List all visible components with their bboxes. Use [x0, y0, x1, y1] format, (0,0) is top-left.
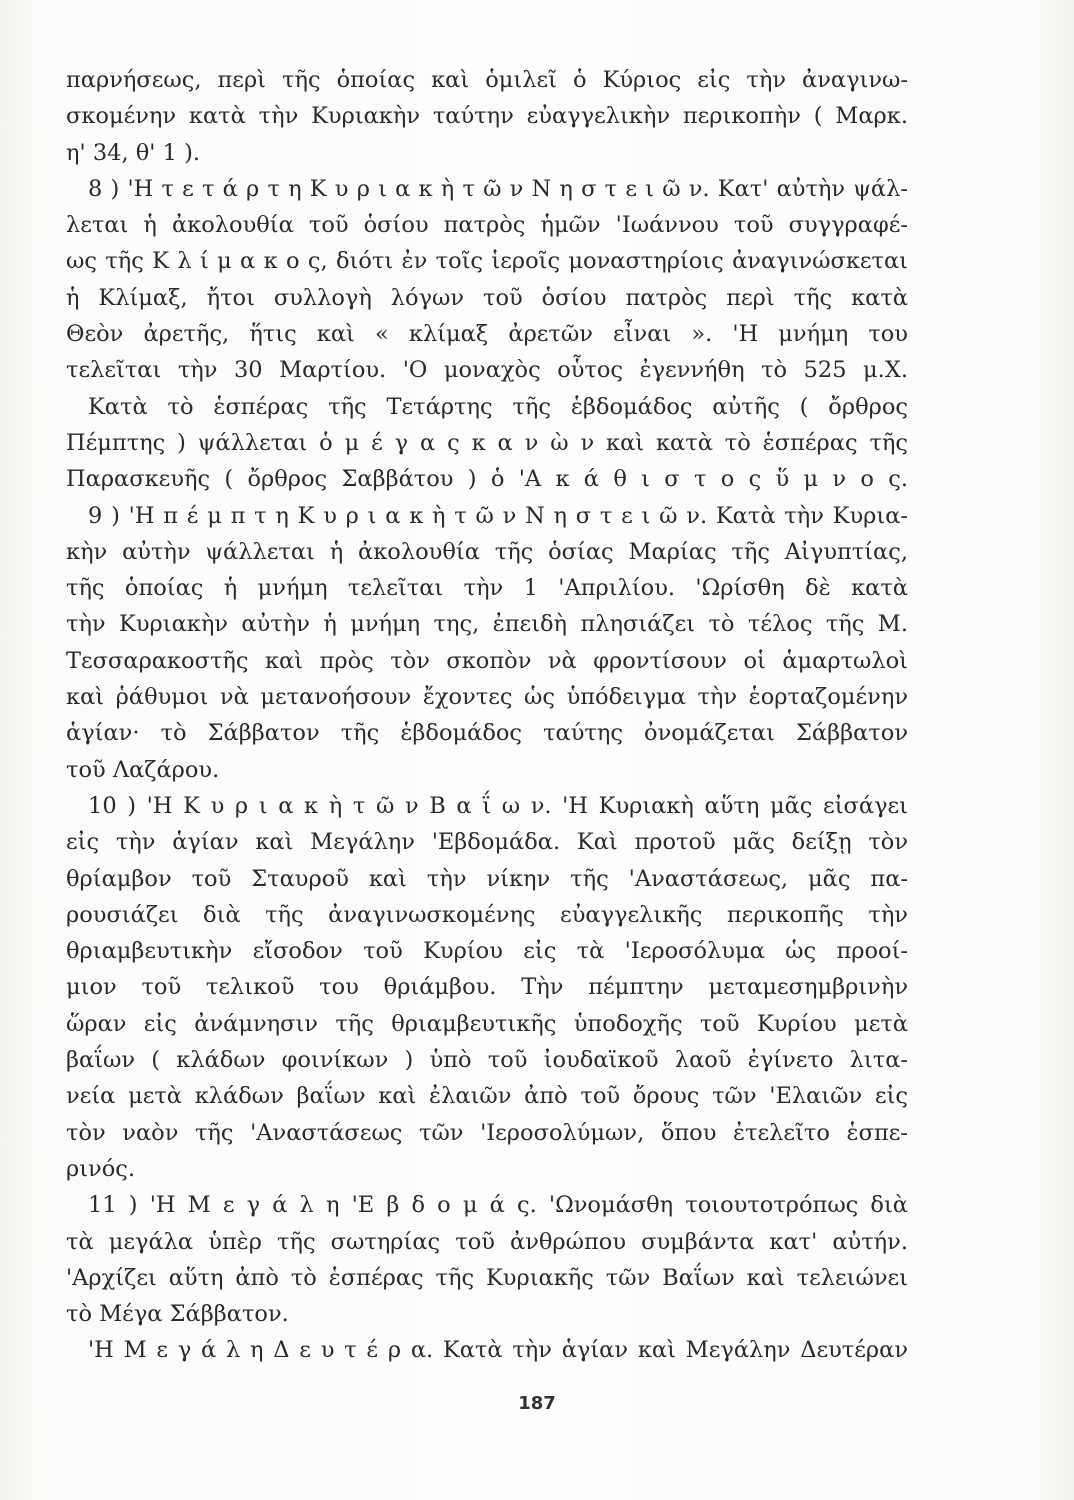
text-line: ρινός. [66, 1155, 136, 1182]
text-line: ἡ Κλίμαξ, ἤτοι συλλογὴ λόγων τοῦ ὁσίου πατρὸς περὶ τῆς κατὰ [66, 284, 908, 311]
text-line: μιον τοῦ τελικοῦ του θριάμβου. Τὴν πέμπτην μεταμεσημβρινὴν [66, 974, 908, 1001]
text-line: τελεῖται τὴν 30 Μαρτίου. 'Ο μοναχὸς οὗτος ἐγεννήθη τὸ 525 μ.Χ. [66, 357, 908, 384]
text-line: εἰς τὴν ἁγίαν καὶ Μεγάλην 'Εβδομάδα. Καὶ προτοῦ μᾶς δείξῃ τὸν [66, 829, 908, 856]
text-line: 11 ) 'Η Μ ε γ ά λ η 'Ε β δ ο μ ά ς. 'Ωνομάσθη τοιουτοτρόπως διὰ [88, 1192, 908, 1219]
text-line: Πέμπτης ) ψάλλεται ὁ μ έ γ α ς κ α ν ὼ ν καὶ κατὰ τὸ ἑσπέρας τῆς [66, 429, 908, 456]
text-line: η' 34, θ' 1 ). [66, 139, 201, 166]
text-line: ως τῆς Κ λ ί μ α κ ο ς, διότι ἐν τοῖς ἱεροῖς μοναστηρίοις ἀναγινώσκεται [66, 248, 908, 275]
text-line: Κατὰ τὸ ἑσπέρας τῆς Τετάρτης τῆς ἑβδομάδος αὐτῆς ( ὄρθρος [88, 393, 908, 420]
text-line: νεία μετὰ κλάδων βαΐων καὶ ἐλαιῶν ἀπὸ τοῦ ὄρους τῶν 'Ελαιῶν εἰς [66, 1083, 908, 1110]
text-line: τὰ μεγάλα ὑπὲρ τῆς σωτηρίας τοῦ ἀνθρώπου συμβάντα κατ' αὐτήν. [66, 1228, 908, 1255]
text-line: τὸν ναὸν τῆς 'Αναστάσεως τῶν 'Ιεροσολύμων, ὅπου ἐτελεῖτο ἑσπε- [66, 1119, 908, 1146]
text-line: ἁγίαν· τὸ Σάββατον τῆς ἑβδομάδος ταύτης ὀνομάζεται Σάββατον [66, 720, 908, 747]
text-line: 8 ) 'Η τ ε τ ά ρ τ η Κ υ ρ ι α κ ὴ τ ῶ ν Ν η σ τ ε ι ῶ ν. Κατ' αὐτὴν ψάλ- [88, 175, 908, 202]
text-line: παρνήσεως, περὶ τῆς ὁποίας καὶ ὁμιλεῖ ὁ Κύριος εἰς τὴν ἀναγινω- [66, 67, 908, 93]
page-number: 187 [518, 1393, 556, 1414]
text-line: καὶ ῥάθυμοι νὰ μετανοήσουν ἔχοντες ὡς ὑπόδειγμα τὴν ἑορταζομένην [66, 684, 908, 711]
body-text [66, 62, 908, 1369]
text-line: λεται ἡ ἀκολουθία τοῦ ὁσίου πατρὸς ἡμῶν 'Ιωάννου τοῦ συγγραφέ- [66, 212, 908, 239]
text-line: ὥραν εἰς ἀνάμνησιν τῆς θριαμβευτικῆς ὑποδοχῆς τοῦ Κυρίου μετὰ [66, 1010, 908, 1037]
text-line: σκομένην κατὰ τὴν Κυριακὴν ταύτην εὐαγγελικὴν περικοπὴν ( Μαρκ. [66, 103, 908, 130]
text-line: Τεσσαρακοστῆς καὶ πρὸς τὸν σκοπὸν νὰ φροντίσουν οἱ ἁμαρτωλοὶ [66, 647, 908, 674]
text-line: 9 ) 'Η π έ μ π τ η Κ υ ρ ι α κ ὴ τ ῶ ν Ν η σ τ ε ι ῶ ν. Κατὰ τὴν Κυρια- [88, 502, 908, 529]
text-line: τὴν Κυριακὴν αὐτὴν ἡ μνήμη της, ἐπειδὴ πλησιάζει τὸ τέλος τῆς Μ. [66, 611, 908, 638]
text-line: τῆς ὁποίας ἡ μνήμη τελεῖται τὴν 1 'Απριλίου. 'Ωρίσθη δὲ κατὰ [66, 575, 908, 602]
text-line: θριαμβευτικὴν εἴσοδον τοῦ Κυρίου εἰς τὰ 'Ιεροσόλυμα ὡς προοί- [66, 938, 908, 965]
text-line: τοῦ Λαζάρου. [66, 756, 220, 783]
text-line: κὴν αὐτὴν ψάλλεται ἡ ἀκολουθία τῆς ὁσίας Μαρίας τῆς Αἰγυπτίας, [66, 538, 908, 565]
text-line: τὸ Μέγα Σάββατον. [66, 1301, 289, 1328]
text-line: Παρασκευῆς ( ὄρθρος Σαββάτου ) ὁ 'Α κ ά θ ι σ τ ο ς ὕ μ ν ο ς. [66, 466, 908, 493]
text-line: θρίαμβον τοῦ Σταυροῦ καὶ τὴν νίκην τῆς 'Αναστάσεως, μᾶς πα- [66, 865, 908, 892]
text-line: βαΐων ( κλάδων φοινίκων ) ὑπὸ τοῦ ἰουδαϊκοῦ λαοῦ ἐγίνετο λιτα- [66, 1047, 908, 1074]
text-line: 10 ) 'Η Κ υ ρ ι α κ ὴ τ ῶ ν Β α ΐ ω ν. 'Η Κυριακὴ αὕτη μᾶς εἰσάγει [88, 792, 908, 819]
text-line: 'Η Μ ε γ ά λ η Δ ε υ τ έ ρ α. Κατὰ τὴν ἁγίαν καὶ Μεγάλην Δευτέραν [88, 1337, 908, 1364]
text-line: Θεὸν ἀρετῆς, ἥτις καὶ « κλίμαξ ἀρετῶν εἶναι ». 'Η μνήμη του [66, 321, 908, 348]
text-line: ρουσιάζει διὰ τῆς ἀναγινωσκομένης εὐαγγελικῆς περικοπῆς τὴν [66, 901, 908, 928]
text-line: 'Αρχίζει αὕτη ἀπὸ τὸ ἑσπέρας τῆς Κυριακῆς τῶν Βαΐων καὶ τελειώνει [66, 1264, 908, 1291]
